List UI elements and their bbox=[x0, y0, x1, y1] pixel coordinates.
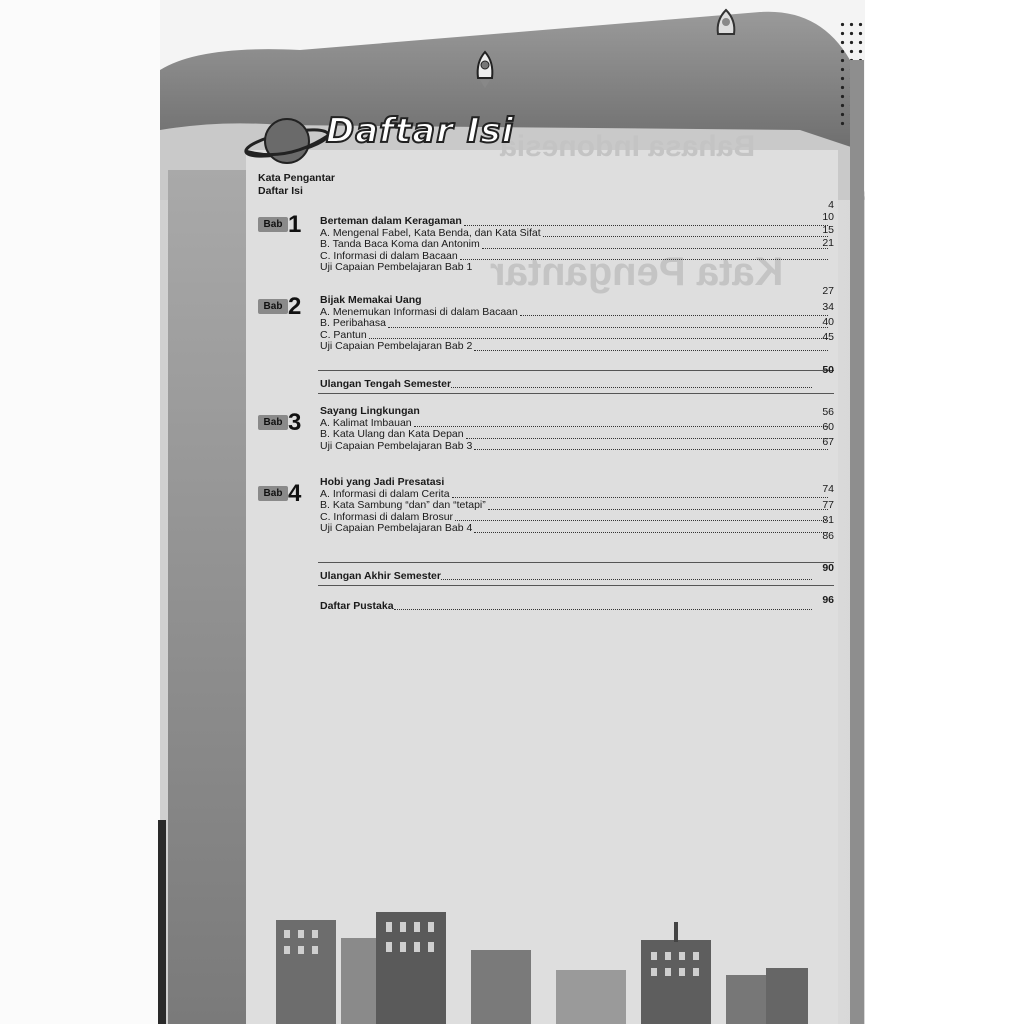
page-title bbox=[242, 105, 532, 175]
toc-entry-uts[interactable]: Ulangan Tengah Semester bbox=[320, 376, 812, 390]
toc-entry[interactable]: B. Tanda Baca Koma dan Antonim bbox=[320, 239, 828, 251]
bab-label: Bab bbox=[258, 217, 288, 232]
page-number: 45 bbox=[822, 331, 834, 343]
bab-label: Bab bbox=[258, 299, 288, 314]
page-number: 56 bbox=[822, 406, 834, 418]
chapter-badge bbox=[258, 211, 310, 238]
bleed-through-text: Bahasa Indonesia bbox=[500, 130, 756, 163]
toc-entry[interactable]: Uji Capaian Pembelajaran Bab 2 bbox=[320, 341, 828, 353]
toc-entry[interactable]: A. Kalimat Imbauan bbox=[320, 418, 828, 430]
toc-entry[interactable]: Berteman dalam Keragaman bbox=[320, 216, 828, 228]
intro-item: Kata Pengantar bbox=[258, 172, 336, 184]
title-word-1: Daftar bbox=[326, 111, 454, 151]
toc-entry[interactable]: Uji Capaian Pembelajaran Bab 1 bbox=[320, 261, 473, 274]
background-shadow bbox=[158, 820, 166, 1024]
divider bbox=[318, 562, 834, 563]
intro-item: Daftar Isi bbox=[258, 185, 303, 197]
bab-number: 4 bbox=[288, 480, 302, 507]
page-number: 27 bbox=[822, 285, 834, 297]
page-number: 15 bbox=[822, 224, 834, 236]
toc-entry[interactable]: Uji Capaian Pembelajaran Bab 4 bbox=[320, 523, 828, 535]
toc-entry[interactable]: C. Informasi di dalam Bacaan bbox=[320, 251, 828, 263]
toc-entry[interactable]: A. Informasi di dalam Cerita bbox=[320, 489, 828, 501]
bab-number: 2 bbox=[288, 293, 302, 320]
page-number: 60 bbox=[822, 421, 834, 433]
toc-entry[interactable]: Sayang Lingkungan bbox=[320, 405, 420, 417]
toc-entry[interactable]: B. Kata Sambung “dan” dan “tetapi” bbox=[320, 500, 828, 512]
bab-number: 3 bbox=[288, 409, 302, 436]
page-number: 74 bbox=[822, 483, 834, 495]
page-number: 21 bbox=[822, 237, 834, 249]
bab-label: Bab bbox=[258, 486, 288, 501]
bab-number: 1 bbox=[288, 211, 302, 238]
bab-label: Bab bbox=[258, 415, 288, 430]
title-word-2: Isi bbox=[466, 111, 515, 151]
toc-entry[interactable]: C. Pantun bbox=[320, 330, 828, 342]
divider bbox=[318, 370, 834, 371]
divider bbox=[318, 585, 834, 586]
bleed-through-heading: Kata Pengantar bbox=[490, 250, 784, 294]
page-number: 4 bbox=[828, 199, 834, 211]
page-number: 10 bbox=[822, 211, 834, 223]
toc-entry[interactable]: B. Kata Ulang dan Kata Depan bbox=[320, 429, 828, 441]
toc-entry[interactable]: A. Menemukan Informasi di dalam Bacaan bbox=[320, 307, 828, 319]
toc-entry[interactable]: B. Peribahasa bbox=[320, 318, 828, 330]
rocket-icon bbox=[470, 50, 500, 90]
page-number: 67 bbox=[822, 436, 834, 448]
toc-entry[interactable]: A. Mengenal Fabel, Kata Benda, dan Kata Sifat bbox=[320, 228, 828, 240]
toc-entry-bibliography[interactable]: Daftar Pustaka bbox=[320, 598, 812, 612]
chapter-badge bbox=[258, 409, 310, 436]
page-number: 81 bbox=[822, 514, 834, 526]
toc-entry[interactable]: Bijak Memakai Uang bbox=[320, 294, 422, 306]
planet-icon bbox=[242, 113, 332, 173]
page-edge bbox=[850, 60, 864, 1024]
toc-entry[interactable]: Uji Capaian Pembelajaran Bab 3 bbox=[320, 441, 828, 453]
toc-entry[interactable]: C. Informasi di dalam Brosur bbox=[320, 512, 828, 524]
page-number: 90 bbox=[822, 562, 834, 574]
background-surface bbox=[0, 0, 160, 1024]
page-number: 34 bbox=[822, 301, 834, 313]
chapter-badge bbox=[258, 480, 310, 507]
page-number: 86 bbox=[822, 530, 834, 542]
toc-entry[interactable]: Hobi yang Jadi Presatasi bbox=[320, 476, 445, 488]
divider bbox=[318, 393, 834, 394]
rocket-icon-top bbox=[708, 8, 744, 48]
intro-list bbox=[258, 172, 335, 198]
toc-entry-uas[interactable]: Ulangan Akhir Semester bbox=[320, 568, 812, 582]
chapter-badge bbox=[258, 293, 310, 320]
left-sidebar-decoration bbox=[168, 170, 246, 1024]
page-number: 40 bbox=[822, 316, 834, 328]
toc-panel bbox=[246, 150, 838, 1024]
page-number: 96 bbox=[822, 594, 834, 606]
page-number: 50 bbox=[822, 364, 834, 376]
city-skyline-illustration bbox=[246, 900, 846, 1024]
page-number: 77 bbox=[822, 499, 834, 511]
